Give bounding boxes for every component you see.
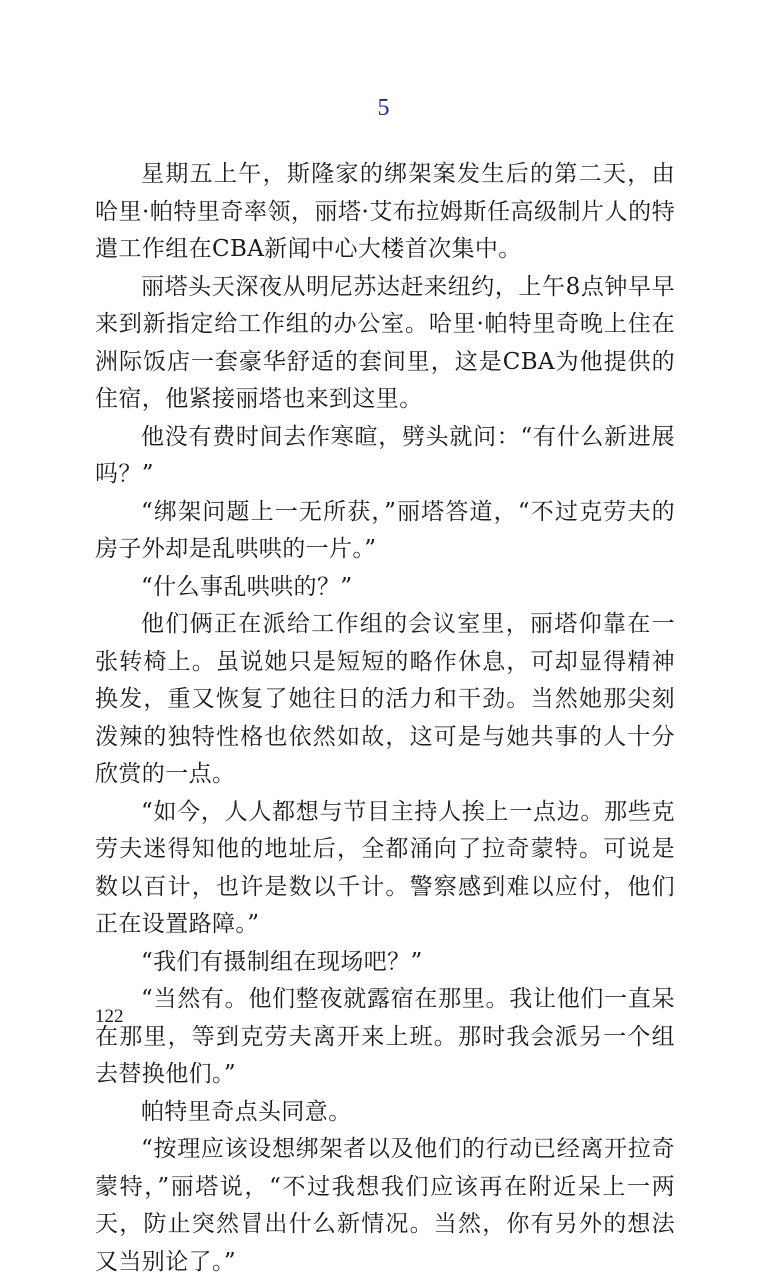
paragraph: 星期五上午，斯隆家的绑架案发生后的第二天，由哈里·帕特里奇率领，丽塔·艾布拉姆斯任高级制片人的特遣工作组在CBA新闻中心大楼首次集中。 [95, 161, 675, 262]
chapter-number: 5 [377, 95, 390, 121]
paragraph: “按理应该设想绑架者以及他们的行动已经离开拉奇蒙特，”丽塔说，“不过我想我们应该再在附近呆上一两天，防止突然冒出什么新情况。当然，你有另外的想法又当别论了。” [95, 1136, 675, 1275]
paragraph: “什么事乱哄哄的？” [141, 573, 353, 600]
paragraph: “如今，人人都想与节目主持人挨上一点边。那些克劳夫迷得知他的地址后，全都涌向了拉奇蒙特。可说是数以百计，也许是数以千计。警察感到难以应付，他们正在设置路障。” [95, 798, 675, 937]
paragraph: 帕特里奇点头同意。 [141, 1098, 352, 1125]
paragraph: 他们俩正在派给工作组的会议室里，丽塔仰靠在一张转椅上。虽说她只是短短的略作休息，可却显得精神换发，重又恢复了她往日的活力和干劲。当然她那尖刻泼辣的独特性格也依然如故，这可是与她共事的人十分欣赏的一点。 [95, 611, 675, 787]
paragraph: “绑架问题上一无所获，”丽塔答道，“不过克劳夫的房子外却是乱哄哄的一片。” [95, 498, 675, 562]
paragraph: 丽塔头天深夜从明尼苏达赶来纽约，上午8点钟早早来到新指定给工作组的办公室。哈里·帕特里奇晚上住在洲际饭店一套豪华舒适的套间里，这是CBA为他提供的住宿，他紧接丽塔也来到这里。 [95, 273, 675, 412]
page-number: 122 [95, 1006, 124, 1027]
paragraph: “我们有摄制组在现场吧？” [141, 948, 423, 975]
paragraph: “当然有。他们整夜就露宿在那里。我让他们一直呆在那里，等到克劳夫离开来上班。那时我会派另一个组去替换他们。” [95, 986, 675, 1087]
paragraph: 他没有费时间去作寒暄，劈头就问：“有什么新进展吗？” [95, 423, 675, 487]
body-text [95, 156, 675, 1281]
